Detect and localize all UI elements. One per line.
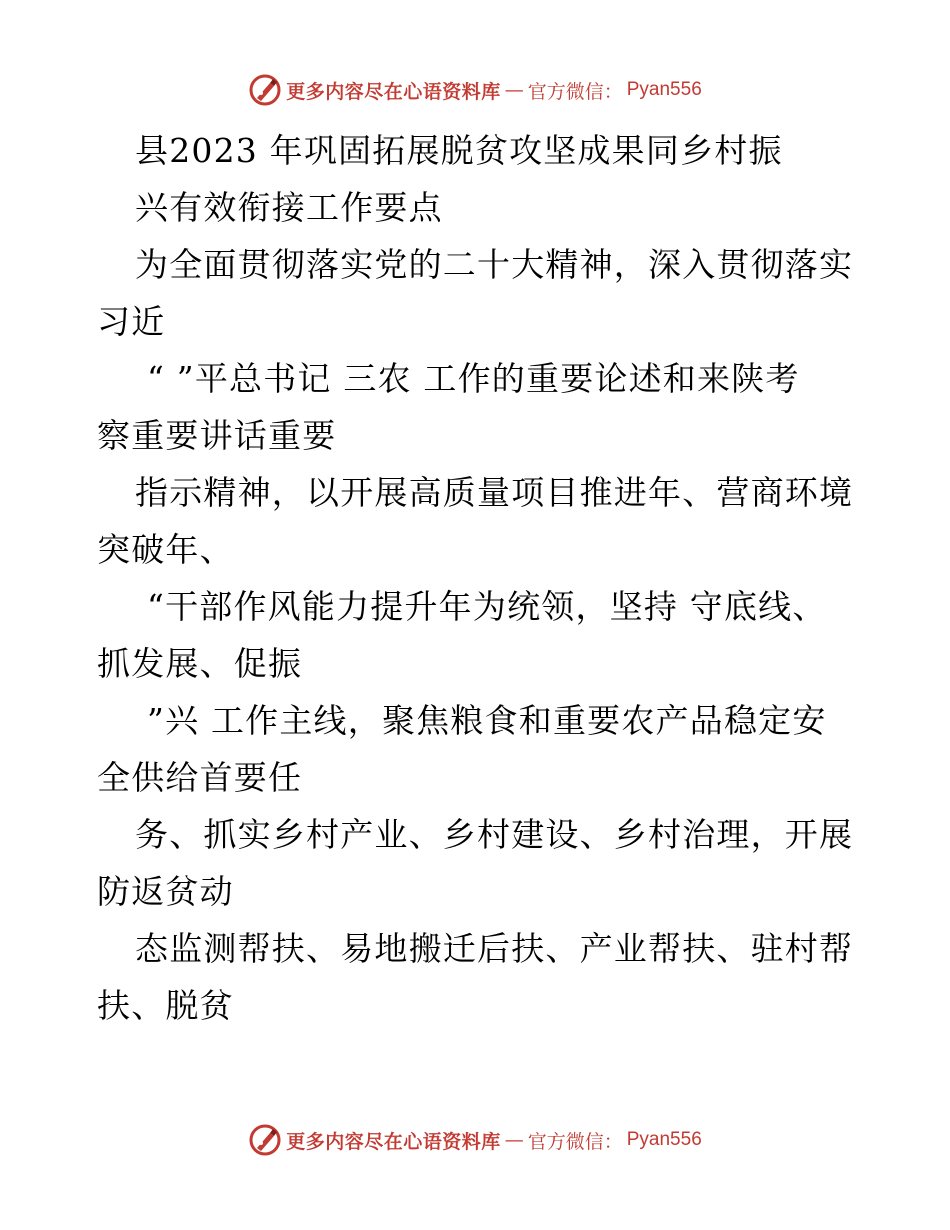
paragraph-line: 察重要讲话重要 [97,416,337,455]
watermark-separator: — [504,79,524,101]
pen-logo-icon [248,1123,282,1157]
paragraph-line: 务、抓实乡村产业、乡村建设、乡村治理，开展 [135,815,854,854]
pen-logo-icon [248,73,282,107]
paragraph-line: “ ”平总书记 三农 工作的重要论述和来陕考 [147,359,800,398]
watermark-site-text: 更多内容尽在心语资料库 [286,1130,501,1153]
paragraph-line: 态监测帮扶、易地搬迁后扶、产业帮扶、驻村帮 [135,929,854,968]
document-body [97,122,877,1034]
paragraph-line: 防返贫动 [97,872,234,911]
header-watermark [0,70,950,110]
footer-watermark [0,1120,950,1160]
watermark-wechat-label: 官方微信： [527,80,623,103]
watermark-separator: — [504,1129,524,1151]
paragraph-line: ”兴 工作主线，聚焦粮食和重要农产品稳定安 [147,701,827,740]
watermark-wechat-id: Pyan556 [626,79,702,100]
paragraph-line: 抓发展、促振 [97,644,303,683]
paragraph-line: “干部作风能力提升年为统领，坚持 守底线、 [147,587,827,626]
watermark-wechat-id: Pyan556 [626,1129,702,1150]
paragraph-line: 全供给首要任 [97,758,303,797]
paragraph-line: 为全面贯彻落实党的二十大精神，深入贯彻落实 [135,245,854,284]
watermark-site-text: 更多内容尽在心语资料库 [286,80,501,103]
title-line-1: 县2023 年巩固拓展脱贫攻坚成果同乡村振 [135,131,783,170]
paragraph-line: 扶、脱贫 [97,986,234,1025]
paragraph-line: 习近 [97,302,166,341]
paragraph-line: 突破年、 [97,530,234,569]
paragraph-line: 指示精神，以开展高质量项目推进年、营商环境 [135,473,854,512]
watermark-wechat-label: 官方微信： [527,1130,623,1153]
title-line-2: 兴有效衔接工作要点 [135,188,443,227]
